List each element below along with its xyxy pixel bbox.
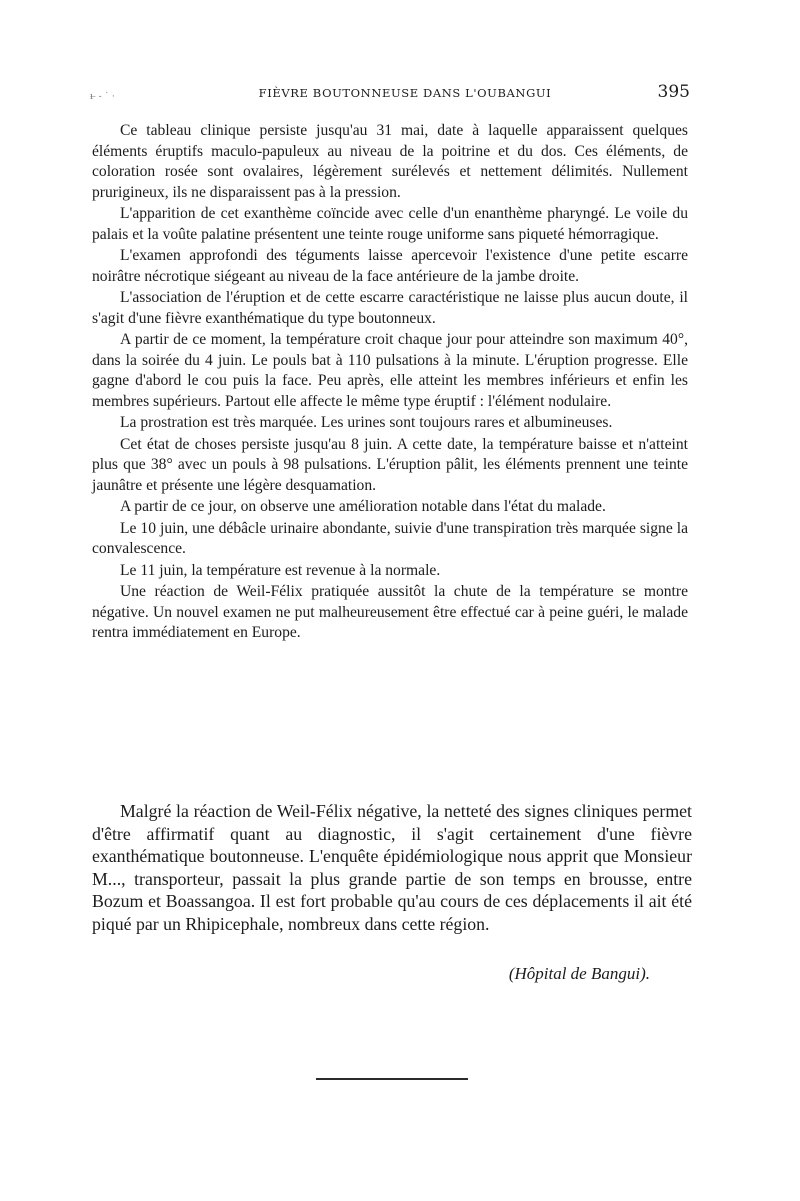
paragraph: A partir de ce moment, la température croit chaque jour pour atteindre son maximum 40°, dans la soirée du 4 juin. Le pouls bat à 110 pulsations à la minute. L'éruption progresse. Elle gagne d'abord le cou puis la face. Peu après, elle atteint les membres inférieurs et enfin les membres supérieurs. Partout elle affecte le même type éruptif : l'élément nodulaire. — [92, 331, 688, 410]
paragraph: L'examen approfondi des téguments laisse apercevoir l'existence d'une petite escarre noirâtre nécrotique siégeant au niveau de la face antérieure de la jambe droite. — [92, 247, 688, 285]
paragraph: Une réaction de Weil-Félix pratiquée aussitôt la chute de la température se montre négative. Un nouvel examen ne put malheureusement être effectué car à peine guéri, le malade rentra immédiatement en Europe. — [92, 583, 688, 641]
paragraph: L'apparition de cet exanthème coïncide avec celle d'un enanthème pharyngé. Le voile du palais et la voûte palatine présentent une teinte rouge uniforme sans piqueté hémorragique. — [92, 205, 688, 243]
paragraph: Le 11 juin, la température est revenue à la normale. — [120, 561, 441, 579]
page-number: 395 — [657, 82, 690, 102]
paragraph: Ce tableau clinique persiste jusqu'au 31 mai, date à laquelle apparaissent quelques éléments éruptifs maculo-papuleux au niveau de la poitrine et du dos. Ces éléments, de coloration rosée sont ovalaires, légèrement surélevés et nettement délimités. Nullement prurigineux, ils ne disparaissent pas à la pression. — [92, 122, 688, 201]
running-title: FIÈVRE BOUTONNEUSE DANS L'OUBANGUI — [258, 86, 552, 100]
conclusion-paragraph: Malgré la réaction de Weil-Félix négative, la netteté des signes cliniques permet d'être affirmatif quant au diagnostic, il s'agit certainement d'une fièvre exanthématique boutonneuse. L'enquête épidémiologique nous apprit que Monsieur M..., transporteur, passait la plus grande partie de son temps en brousse, entre Bozum et Boassangoa. Il est fort probable qu'au cours de ces déplacements il ait été piqué par un Rhipicephale, nombreux dans cette région. — [92, 801, 692, 934]
paragraph: L'association de l'éruption et de cette escarre caractéristique ne laisse plus aucun doute, il s'agit d'une fièvre exanthématique du type boutonneux. — [92, 289, 688, 327]
paragraph: Cet état de choses persiste jusqu'au 8 juin. A cette date, la température baisse et n'atteint plus que 38° avec un pouls à 98 pulsations. L'éruption pâlit, les éléments prennent une teinte jaunâtre et présente une légère desquamation. — [92, 435, 688, 494]
paragraph: La prostration est très marquée. Les urines sont toujours rares et albumineuses. — [120, 414, 613, 431]
running-header — [90, 82, 690, 106]
conclusion-section — [92, 800, 692, 935]
institution-signature: (Hôpital de Bangui). — [508, 964, 650, 983]
end-rule-divider — [316, 1078, 468, 1080]
printer-mark: ı ̶ - ˙ · — [90, 92, 115, 102]
case-report-body — [92, 121, 688, 645]
paragraph: A partir de ce jour, on observe une amélioration notable dans l'état du malade. — [120, 498, 606, 515]
paragraph: Le 10 juin, une débâcle urinaire abondante, suivie d'une transpiration très marquée signe la convalescence. — [92, 519, 688, 557]
